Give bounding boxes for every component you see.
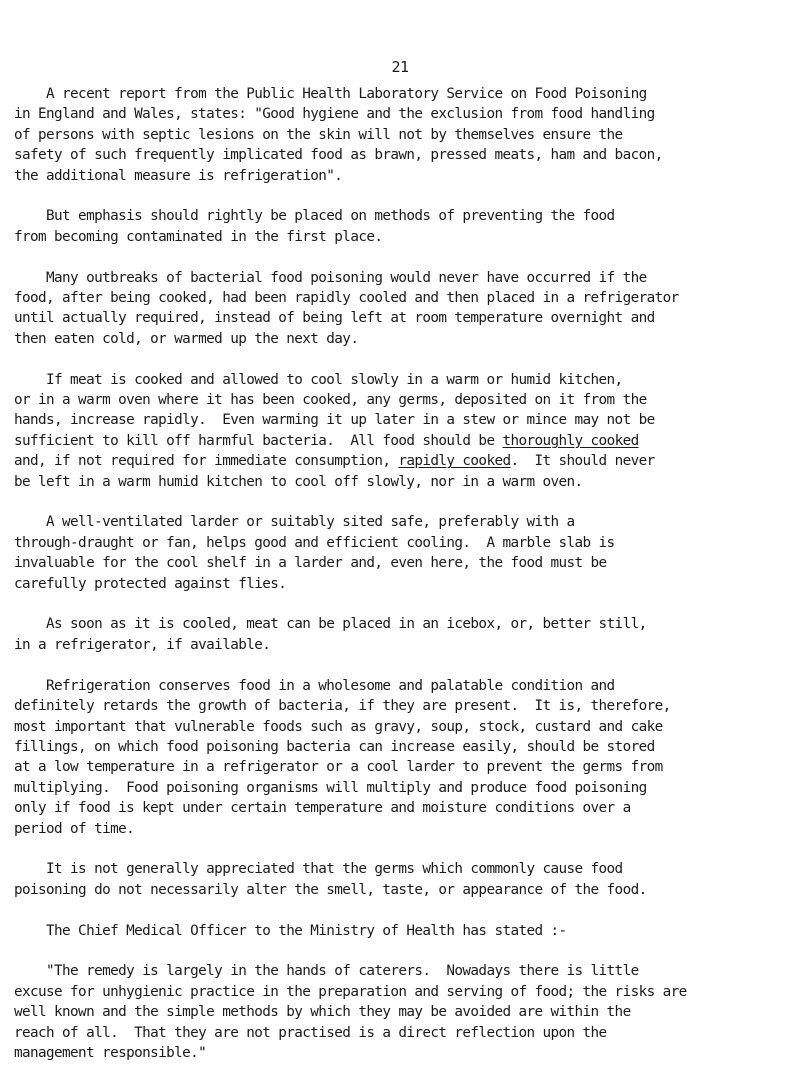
- text-line: be left in a warm humid kitchen to cool off slowly, nor in a warm oven.: [14, 473, 583, 490]
- underlined-phrase: rapidly cooked: [398, 453, 511, 470]
- text-line: A recent report from the Public Health Laboratory Service on Food Poisoning: [14, 86, 647, 102]
- text-line: management responsible.": [14, 1044, 207, 1061]
- text-line: at a low temperature in a refrigerator or a cool larder to prevent the germs from: [14, 759, 663, 776]
- text-line: through-draught or fan, helps good and efficient cooling. A marble slab is: [14, 534, 615, 551]
- text-line: hands, increase rapidly. Even warming it up later in a stew or mince may not be: [14, 412, 655, 429]
- text-line: definitely retards the growth of bacteria, if they are present. It is, therefore,: [14, 698, 671, 715]
- text-line: the additional measure is refrigeration".: [14, 167, 343, 184]
- paragraph-germs: [14, 859, 794, 900]
- text-line: invaluable for the cool shelf in a larder and, even here, the food must be: [14, 555, 607, 572]
- text-line: carefully protected against flies.: [14, 575, 287, 592]
- text-line: A well-ventilated larder or suitably sited safe, preferably with a: [14, 514, 575, 531]
- paragraph-larder: [14, 512, 794, 594]
- text-line: most important that vulnerable foods such as gravy, soup, stock, custard and cake: [14, 718, 663, 735]
- paragraph-quote: [14, 961, 794, 1063]
- paragraph-report: [14, 84, 794, 186]
- text-line: The Chief Medical Officer to the Ministry of Health has stated :-: [14, 922, 567, 939]
- paragraph-outbreaks: [14, 268, 794, 350]
- text-line: reach of all. That they are not practised is a direct reflection upon the: [14, 1024, 607, 1041]
- text-line-underlined: and, if not required for immediate consumption, rapidly cooked. It should never: [14, 453, 655, 470]
- text-line: Many outbreaks of bacterial food poisoning would never have occurred if the: [14, 269, 647, 286]
- text-line: then eaten cold, or warmed up the next day.: [14, 330, 359, 347]
- text-line: of persons with septic lesions on the skin will not by themselves ensure the: [14, 126, 623, 143]
- paragraph-icebox: [14, 614, 794, 655]
- paragraph-emphasis: [14, 206, 794, 247]
- text-line: excuse for unhygienic practice in the preparation and serving of food; the risks are: [14, 983, 687, 1000]
- underlined-phrase: thoroughly cooked: [502, 432, 639, 449]
- paragraph-cooking: [14, 370, 794, 492]
- text-line: in a refrigerator, if available.: [14, 636, 271, 653]
- text-line: As soon as it is cooled, meat can be placed in an icebox, or, better still,: [14, 616, 647, 633]
- text-line: until actually required, instead of being left at room temperature overnight and: [14, 310, 655, 327]
- text-line: from becoming contaminated in the first place.: [14, 228, 383, 245]
- text-line: It is not generally appreciated that the germs which commonly cause food: [14, 861, 623, 878]
- text-line: food, after being cooked, had been rapidly cooled and then placed in a refrigerator: [14, 290, 679, 307]
- text-line: or in a warm oven where it has been cooked, any germs, deposited on it from the: [14, 392, 647, 409]
- text-line: period of time.: [14, 820, 135, 837]
- paragraph-refrigeration: [14, 676, 794, 839]
- text-line: multiplying. Food poisoning organisms will multiply and produce food poisoning: [14, 779, 647, 796]
- page-number: 21: [391, 58, 409, 76]
- body-text: [14, 84, 794, 1084]
- text-line: But emphasis should rightly be placed on methods of preventing the food: [14, 208, 615, 225]
- paragraph-chief-medical-officer: [14, 921, 794, 941]
- text-line: poisoning do not necessarily alter the smell, taste, or appearance of the food.: [14, 881, 647, 898]
- text-line: If meat is cooked and allowed to cool slowly in a warm or humid kitchen,: [14, 371, 623, 388]
- text-line: well known and the simple methods by which they may be avoided are within the: [14, 1004, 631, 1021]
- text-line: "The remedy is largely in the hands of caterers. Nowadays there is little: [14, 963, 639, 980]
- text-line: Refrigeration conserves food in a wholesome and palatable condition and: [14, 677, 615, 694]
- text-line: fillings, on which food poisoning bacteria can increase easily, should be stored: [14, 738, 655, 755]
- text-line-underlined: sufficient to kill off harmful bacteria. All food should be thoroughly cooked: [14, 432, 639, 449]
- text-line: safety of such frequently implicated food as brawn, pressed meats, ham and bacon,: [14, 147, 663, 164]
- text-line: in England and Wales, states: "Good hygiene and the exclusion from food handling: [14, 106, 655, 123]
- text-line: only if food is kept under certain temperature and moisture conditions over a: [14, 800, 631, 817]
